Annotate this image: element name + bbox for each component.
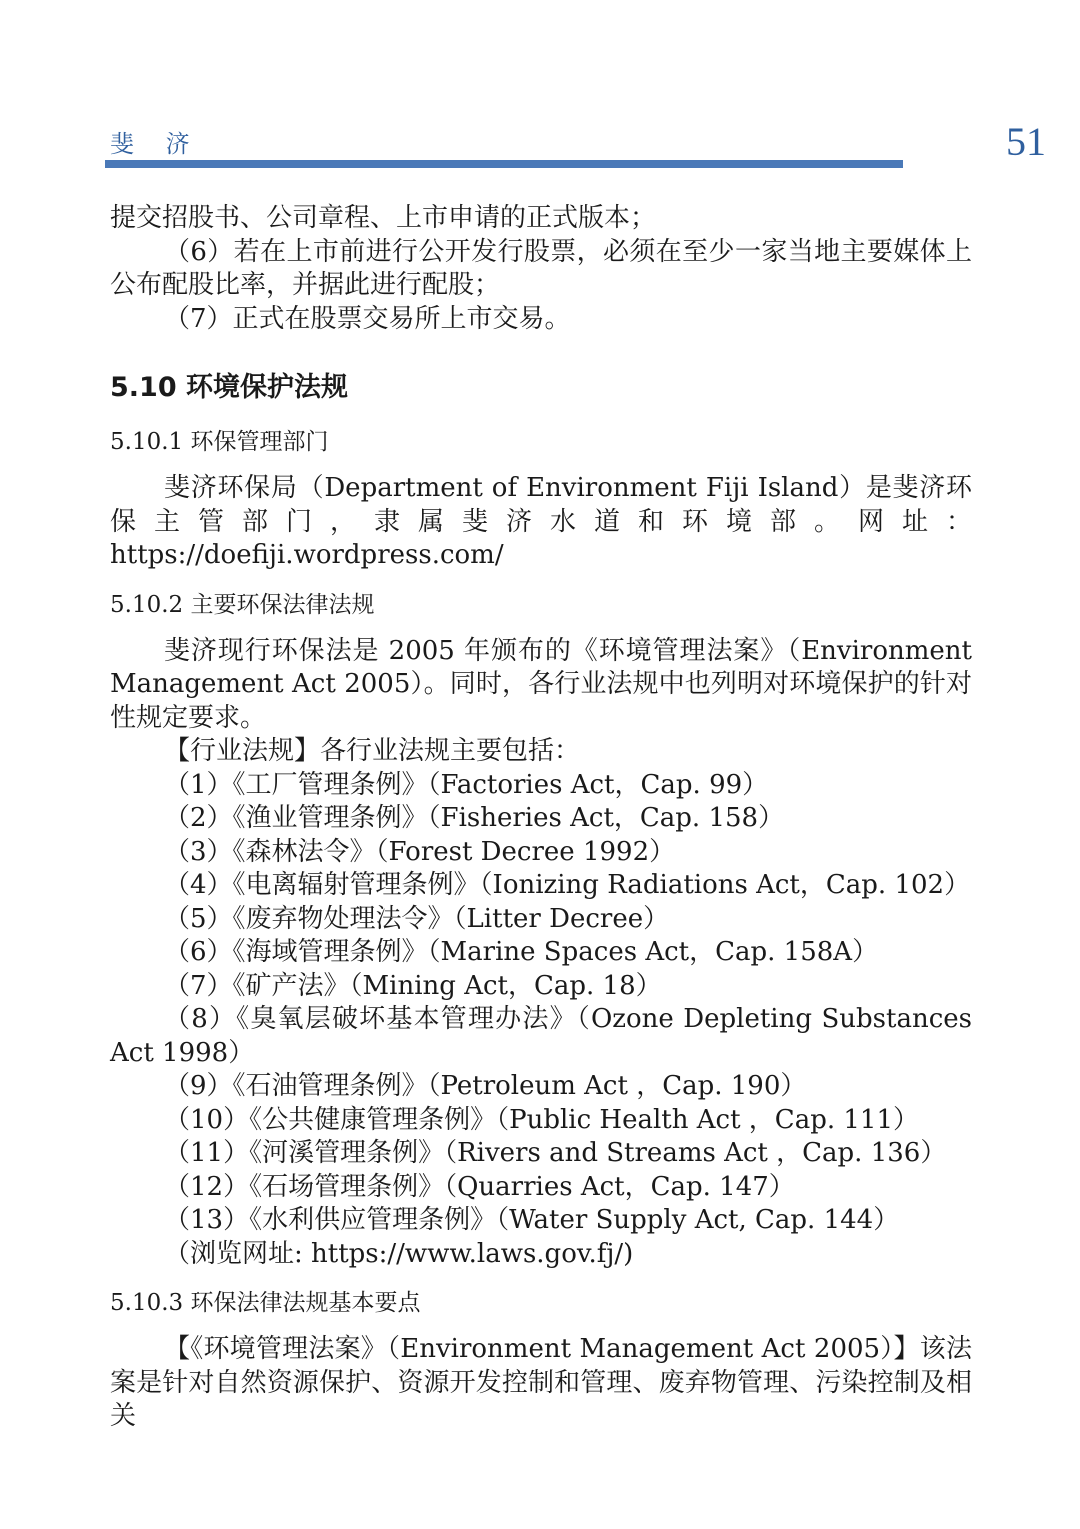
section-heading: 5.10 环境保护法规 [110,372,349,403]
paragraph: 斐济环保局（Department of Environment Fiji Island）是斐济环保主管部门，隶属斐济水道和环境部。网址：https://doefiji.wordpress.com/ [110,473,972,570]
list-item: （5）《废弃物处理法令》（Litter Decree） [164,903,670,934]
paragraph: 【《环境管理法案》（Environment Management Act 2005）】该法案是针对自然资源保护、资源开发控制和管理、废弃物管理、污染控制及相关 [110,1334,972,1431]
subsection-heading: 5.10.1 环保管理部门 [110,429,329,455]
running-header: 斐 济 [110,130,202,158]
page-number: 51 [1006,119,1046,164]
list-item: （10）《公共健康管理条例》（Public Health Act ，Cap. 111） [164,1104,920,1135]
subsection-heading: 5.10.3 环保法律法规基本要点 [110,1290,421,1316]
list-item: （9）《石油管理条例》（Petroleum Act ，Cap. 190） [164,1071,807,1101]
paragraph: （7）正式在股票交易所上市交易。 [164,303,571,334]
list-item: （6）《海域管理条例》（Marine Spaces Act，Cap. 158A） [164,937,879,967]
list-item: （2）《渔业管理条例》（Fisheries Act，Cap. 158） [164,803,785,833]
list-item: （7）《矿产法》（Mining Act，Cap. 18） [164,970,662,1001]
paragraph: 提交招股书、公司章程、上市申请的正式版本； [110,203,657,233]
list-item: （12）《石场管理条例》（Quarries Act，Cap. 147） [164,1171,795,1202]
list-item: （11）《河溪管理条例》（Rivers and Streams Act ，Cap. 136） [164,1138,947,1168]
header-rule [105,160,903,168]
page-body [110,202,972,1434]
law-list [110,769,972,1272]
list-item: （3）《森林法令》（Forest Decree 1992） [164,836,676,867]
list-item: （1）《工厂管理条例》（Factories Act，Cap. 99） [164,769,769,800]
paragraph: （6）若在上市前进行公开发行股票，必须在至少一家当地主要媒体上公布配股比率，并据此进行配股； [110,236,972,300]
list-item: （13）《水利供应管理条例》（Water Supply Act, Cap. 144） [164,1205,900,1235]
paragraph: 斐济现行环保法是 2005 年颁布的《环境管理法案》（Environment Management Act 2005）。同时，各行业法规中也列明对环境保护的针对性规定要求。 [110,635,972,733]
list-item: （8）《臭氧层破坏基本管理办法》（Ozone Depleting Substances Act 1998） [110,1004,972,1068]
subsection-heading: 5.10.2 主要环保法律法规 [110,591,375,618]
url-note: （浏览网址: https://www.laws.gov.fj/) [164,1238,634,1269]
paragraph: 【行业法规】各行业法规主要包括： [164,736,581,766]
list-item: （4）《电离辐射管理条例》（Ionizing Radiations Act，Cap. 102） [164,870,971,900]
